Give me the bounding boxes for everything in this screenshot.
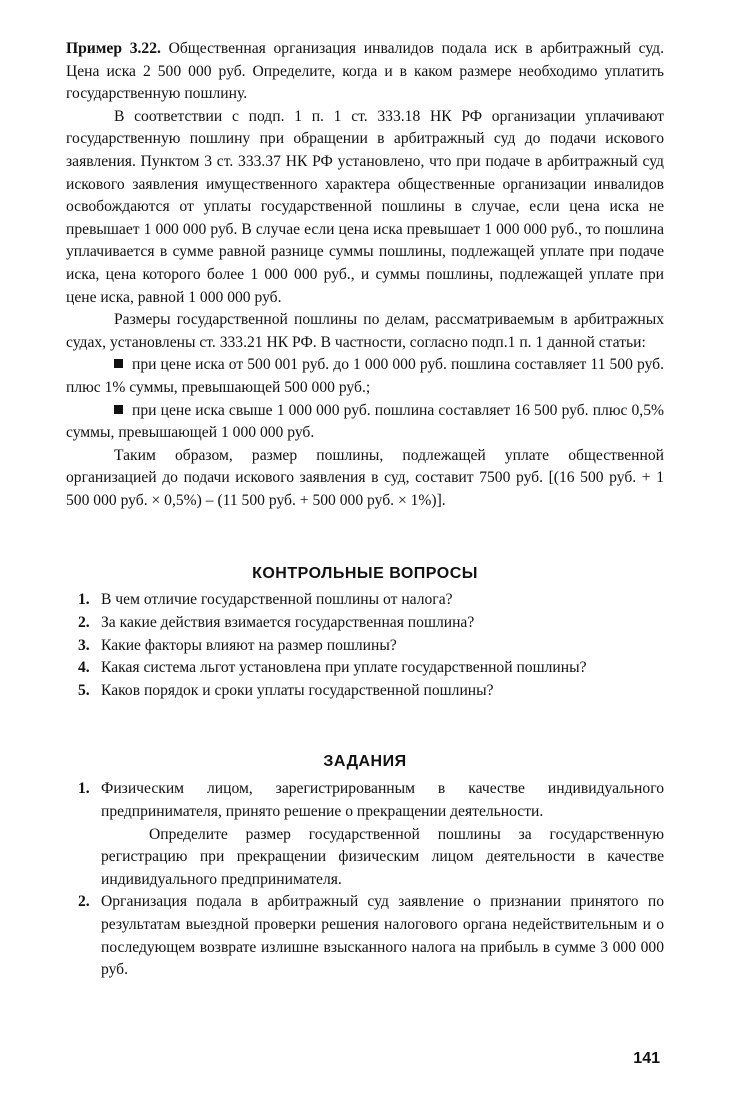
example-conclusion: Таким образом, размер пошлины, подлежащей уплате общественной организацией до подачи искового заявления в суд, составит 7500 руб. [(16 500 руб. + 1 500 000 руб. × 0,5%) – (11 500 руб. + 500 000 руб. × 1%)]. — [66, 446, 664, 509]
example-bullet-text: при цене иска свыше 1 000 000 руб. пошлина составляет 16 500 руб. плюс 0,5% суммы, превышающей 1 000 000 руб. — [66, 401, 664, 442]
question-text: За какие действия взимается государственная пошлина? — [101, 614, 475, 632]
question-text: Каков порядок и сроки уплаты государственной пошлины? — [101, 681, 494, 699]
question-item — [66, 589, 664, 612]
question-number: 1. — [78, 591, 90, 609]
task-text: Физическим лицом, зарегистрированным в качестве индивидуального предпринимателя, принято решение о прекращении деятельности. — [101, 780, 664, 821]
question-number: 3. — [78, 636, 90, 654]
example-paragraph: В соответствии с подп. 1 п. 1 ст. 333.18 НК РФ организации уплачивают государственную пошлину при обращении в арбитражный суд до подачи искового заявления. Пунктом 3 ст. 333.37 НК РФ установлено, что при подаче в арбитражный суд искового заявления имущественного характера общественные организации инвалидов освобождаются от уплаты государственной пошлины в случае, если цена иска не превышает 1 000 000 руб. В случае если цена иска превышает 1 000 000 руб., то пошлина уплачивается в сумме равной разнице суммы пошлины, подлежащей уплате при подаче иска, цена которого более 1 000 000 руб., и суммы пошлины, подлежащей уплате при цене иска, равной 1 000 000 руб. — [66, 107, 664, 306]
example-bullet — [66, 400, 664, 445]
example-paragraph: Размеры государственной пошлины по делам, рассматриваемым в арбитражных судах, установлены ст. 333.21 НК РФ. В частности, согласно подп.1 п. 1 данной статьи: — [66, 311, 664, 351]
task-subtext: Определите размер государственной пошлины за государственную регистрацию при прекращении физическим лицом деятельности в качестве индивидуального предпринимателя. — [101, 825, 664, 888]
task-text: Организация подала в арбитражный суд заявление о признании принятого по результатам выездной проверки решения налогового органа недействительным и о последующем возврате излишне взысканного налога на прибыль в сумме 3 000 000 руб. — [101, 893, 664, 979]
square-bullet-icon — [114, 359, 123, 368]
question-item — [66, 612, 664, 635]
task-number: 2. — [78, 893, 90, 911]
page-number: 141 — [633, 1050, 660, 1067]
question-number: 5. — [78, 681, 90, 699]
question-text: В чем отличие государственной пошлины от налога? — [101, 591, 453, 609]
task-item — [66, 778, 664, 891]
task-number: 1. — [78, 780, 90, 798]
example-label: Пример 3.22. — [66, 40, 161, 57]
tasks-heading: ЗАДАНИЯ — [323, 753, 407, 771]
page-content — [66, 38, 664, 982]
square-bullet-icon — [114, 405, 123, 414]
question-item — [66, 635, 664, 658]
question-text: Какие факторы влияют на размер пошлины? — [101, 636, 397, 654]
example-bullet — [66, 354, 664, 399]
example-intro — [66, 38, 664, 106]
question-number: 2. — [78, 614, 90, 632]
questions-list — [66, 589, 664, 702]
example-bullet-text: при цене иска от 500 001 руб. до 1 000 000 руб. пошлина составляет 11 500 руб. плюс 1% суммы, превышающей 500 000 руб.; — [66, 356, 664, 396]
question-item — [66, 680, 664, 703]
example-task-text: Общественная организация инвалидов подала иск в арбитражный суд. Цена иска 2 500 000 руб. Определите, когда и в каком размере необходимо уплатить государственную пошлину. — [66, 40, 664, 103]
tasks-list — [66, 778, 664, 981]
task-item — [66, 891, 664, 981]
questions-heading: КОНТРОЛЬНЫЕ ВОПРОСЫ — [252, 565, 478, 583]
question-text: Какая система льгот установлена при уплате государственной пошлины? — [101, 659, 587, 677]
question-number: 4. — [78, 659, 90, 677]
question-item — [66, 657, 664, 680]
